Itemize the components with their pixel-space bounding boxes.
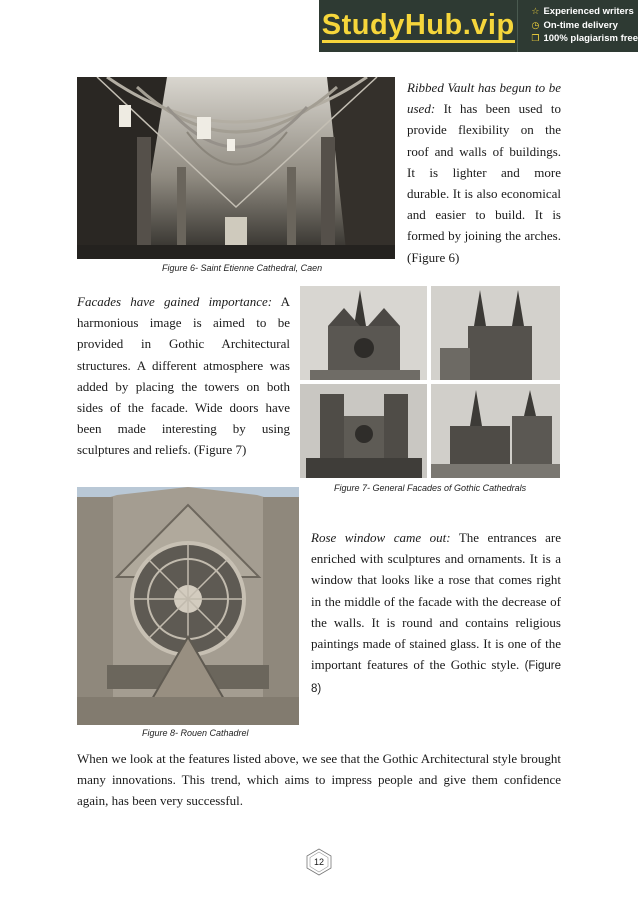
conclusion-paragraph: When we look at the features listed above, we see that the Gothic Architectural style brought many innovations. This trend, which aims to impress people and give them confidence again, has been very successful.	[77, 751, 561, 809]
rose-window-body: The entrances are enriched with sculptures and ornaments. It is a window that looks like a rose that comes right in the middle of the facade with the decrease of the walls. It is round and contains religious paintings made of stained glass. It is one of the important features of the Gothic style.	[311, 530, 561, 673]
figure-8-reference: (Figure 8)	[311, 660, 561, 696]
page-number	[304, 848, 334, 876]
feature-experienced-writers: ☆ Experienced writers	[531, 6, 634, 17]
page-number-text: 12	[313, 857, 324, 867]
figure-8-image	[77, 487, 299, 725]
figure-6-image	[77, 77, 395, 259]
rose-window-heading: Rose window came out:	[311, 530, 451, 545]
ribbed-vault-paragraph	[407, 77, 561, 268]
star-icon: ☆	[531, 6, 540, 16]
figure-7-image	[300, 286, 560, 478]
studyhub-banner[interactable]	[319, 0, 638, 52]
feature-on-time-delivery: ◷ On-time delivery	[531, 19, 618, 31]
rose-window-paragraph	[311, 527, 561, 701]
ribbed-vault-body: It has been used to provide flexibility on the roof and walls of buildings. It is lighter and more durable. It is also economical and easier to build. It is formed by joining the arches. (Figure 6)	[407, 101, 561, 265]
facades-paragraph	[77, 291, 290, 461]
facades-heading: Facades have gained importance:	[77, 294, 273, 309]
facades-body: A harmonious image is aimed to be provided in Gothic Architectural structures. A different atmosphere was added by placing the towers on both sides of the facade. Wide doors have been made interesting by using sculptures and reliefs. (Figure 7)	[77, 294, 290, 458]
figure-7-caption: Figure 7- General Facades of Gothic Cathedrals	[334, 483, 527, 493]
clock-icon: ◷	[531, 19, 540, 30]
figure-8-caption: Figure 8- Rouen Cathadrel	[142, 728, 249, 738]
figure-6-caption: Figure 6- Saint Etienne Cathedral, Caen	[162, 263, 323, 273]
feature-plagiarism-free: ❐ 100% plagiarism free	[531, 33, 638, 44]
banner-features	[518, 0, 638, 52]
ribbed-vault-heading: Ribbed Vault has begun to be used:	[407, 80, 561, 117]
copy-icon: ❐	[531, 33, 540, 43]
studyhub-logo[interactable]: StudyHub.vip	[319, 0, 518, 52]
